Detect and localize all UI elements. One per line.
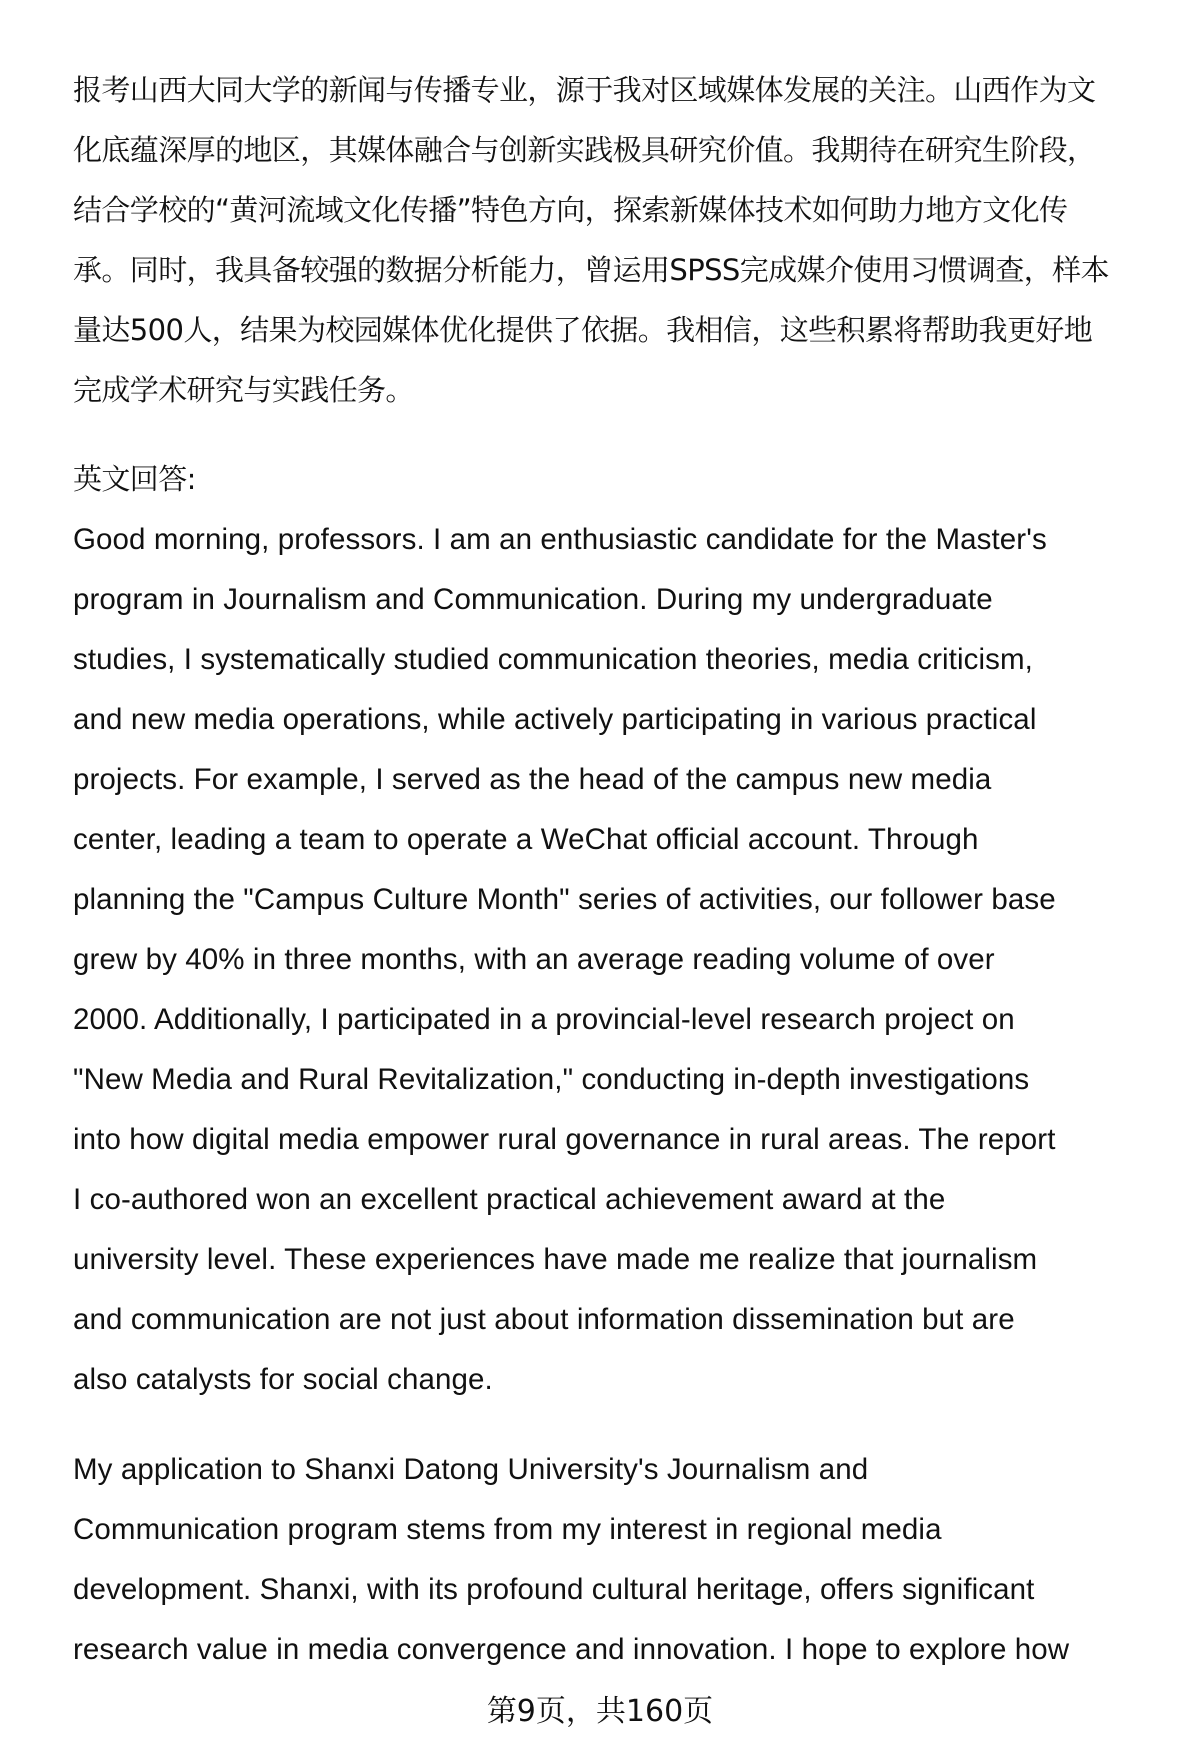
- text-line: Good morning, professors. I am an enthusiastic candidate for the Master's: [73, 523, 1047, 556]
- text-line: 结合学校的“黄河流域文化传播”特色方向，探索新媒体技术如何助力地方文化传: [73, 193, 1068, 227]
- text-line: 完成学术研究与实践任务。: [73, 373, 414, 407]
- text-line: 量达500人，结果为校园媒体优化提供了依据。我相信，这些积累将帮助我更好地: [73, 313, 1093, 347]
- text-line: research value in media convergence and innovation. I hope to explore how: [73, 1633, 1070, 1666]
- text-line: university level. These experiences have made me realize that journalism: [73, 1243, 1038, 1276]
- text-line: projects. For example, I served as the head of the campus new media: [73, 763, 992, 796]
- text-line: I co-authored won an excellent practical achievement award at the: [73, 1183, 946, 1216]
- text-line: and new media operations, while actively participating in various practical: [73, 703, 1037, 736]
- english-answer-heading: 英文回答:: [73, 462, 196, 496]
- text-line: program in Journalism and Communication. During my undergraduate: [73, 583, 993, 616]
- text-line: and communication are not just about information dissemination but are: [73, 1303, 1015, 1336]
- text-line: development. Shanxi, with its profound cultural heritage, offers significant: [73, 1573, 1035, 1606]
- text-line: studies, I systematically studied communication theories, media criticism,: [73, 643, 1033, 676]
- text-line: 承。同时，我具备较强的数据分析能力，曾运用SPSS完成媒介使用习惯调查，样本: [73, 253, 1109, 287]
- text-line: 报考山西大同大学的新闻与传播专业，源于我对区域媒体发展的关注。山西作为文: [73, 73, 1096, 107]
- text-line: into how digital media empower rural governance in rural areas. The report: [73, 1123, 1056, 1156]
- text-line: "New Media and Rural Revitalization," conducting in-depth investigations: [73, 1063, 1030, 1096]
- text-line: also catalysts for social change.: [73, 1363, 493, 1396]
- text-line: Communication program stems from my interest in regional media: [73, 1513, 942, 1546]
- text-line: 2000. Additionally, I participated in a provincial-level research project on: [73, 1003, 1015, 1036]
- page-number-footer: 第9页，共160页: [486, 1694, 714, 1729]
- text-line: planning the "Campus Culture Month" series of activities, our follower base: [73, 883, 1056, 916]
- text-line: 化底蕴深厚的地区，其媒体融合与创新实践极具研究价值。我期待在研究生阶段，: [73, 133, 1096, 167]
- text-line: grew by 40% in three months, with an average reading volume of over: [73, 943, 995, 976]
- text-line: My application to Shanxi Datong University's Journalism and: [73, 1453, 869, 1486]
- text-line: center, leading a team to operate a WeChat official account. Through: [73, 823, 979, 856]
